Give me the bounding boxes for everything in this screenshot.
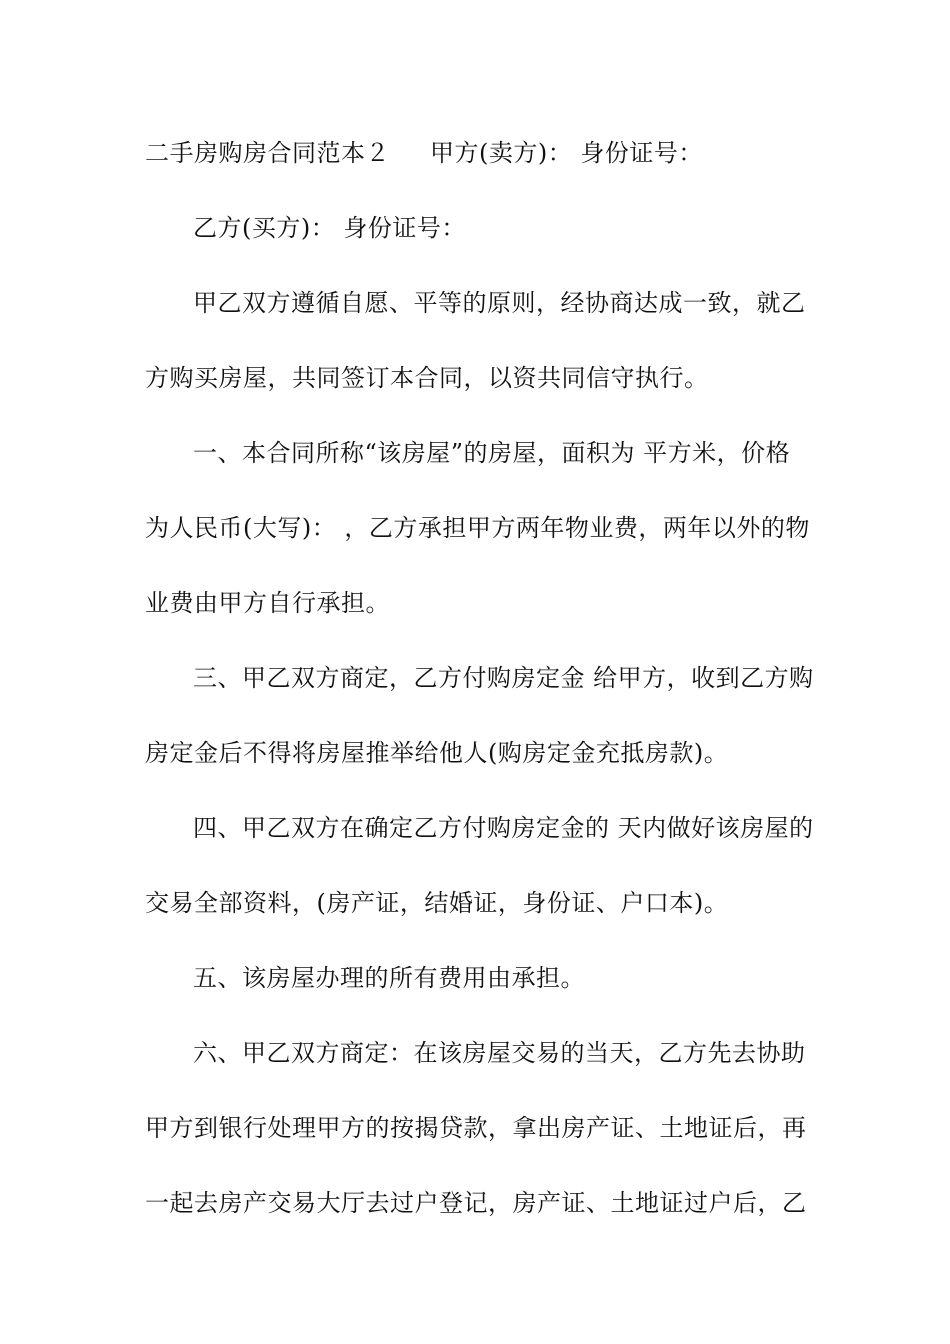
paragraph-line: 为人民币(大写)： ，乙方承担甲方两年物业费，两年以外的物 <box>145 514 810 542</box>
paragraph-line: 房定金后不得将房屋推举给他人(购房定金充抵房款)。 <box>145 739 729 767</box>
seller-id-label: 身份证号： <box>580 139 703 167</box>
seller-label: 甲方(卖方)： <box>430 139 573 167</box>
document-heading: 二手房购房合同范本２ <box>145 139 390 167</box>
buyer-id-label: 身份证号： <box>343 214 466 242</box>
paragraph-line: 六、甲乙双方商定：在该房屋交易的当天，乙方先去协助 <box>193 1039 806 1067</box>
paragraph-line: 一、本合同所称“该房屋”的房屋，面积为 平方米，价格 <box>193 439 791 467</box>
paragraph-line: 三、甲乙双方商定，乙方付购房定金 给甲方，收到乙方购 <box>193 664 814 692</box>
paragraph-line: 一起去房产交易大厅去过户登记，房产证、土地证过户后，乙 <box>145 1189 807 1217</box>
paragraph-line: 四、甲乙双方在确定乙方付购房定金的 天内做好该房屋的 <box>193 814 814 842</box>
paragraph-line: 交易全部资料，(房产证，结婚证，身份证、户口本)。 <box>145 889 729 917</box>
paragraph-line: 甲方到银行处理甲方的按揭贷款，拿出房产证、土地证后，再 <box>145 1114 807 1142</box>
paragraph-line: 甲乙双方遵循自愿、平等的原则，经协商达成一致，就乙 <box>193 289 806 317</box>
buyer-line <box>145 202 805 277</box>
header-line <box>145 127 805 202</box>
buyer-label: 乙方(买方)： <box>193 214 336 242</box>
contract-body <box>145 127 814 1252</box>
paragraph-line: 五、该房屋办理的所有费用由承担。 <box>193 964 585 992</box>
paragraph-line: 方购买房屋，共同签订本合同，以资共同信守执行。 <box>145 364 709 392</box>
paragraph-line: 业费由甲方自行承担。 <box>145 589 390 617</box>
